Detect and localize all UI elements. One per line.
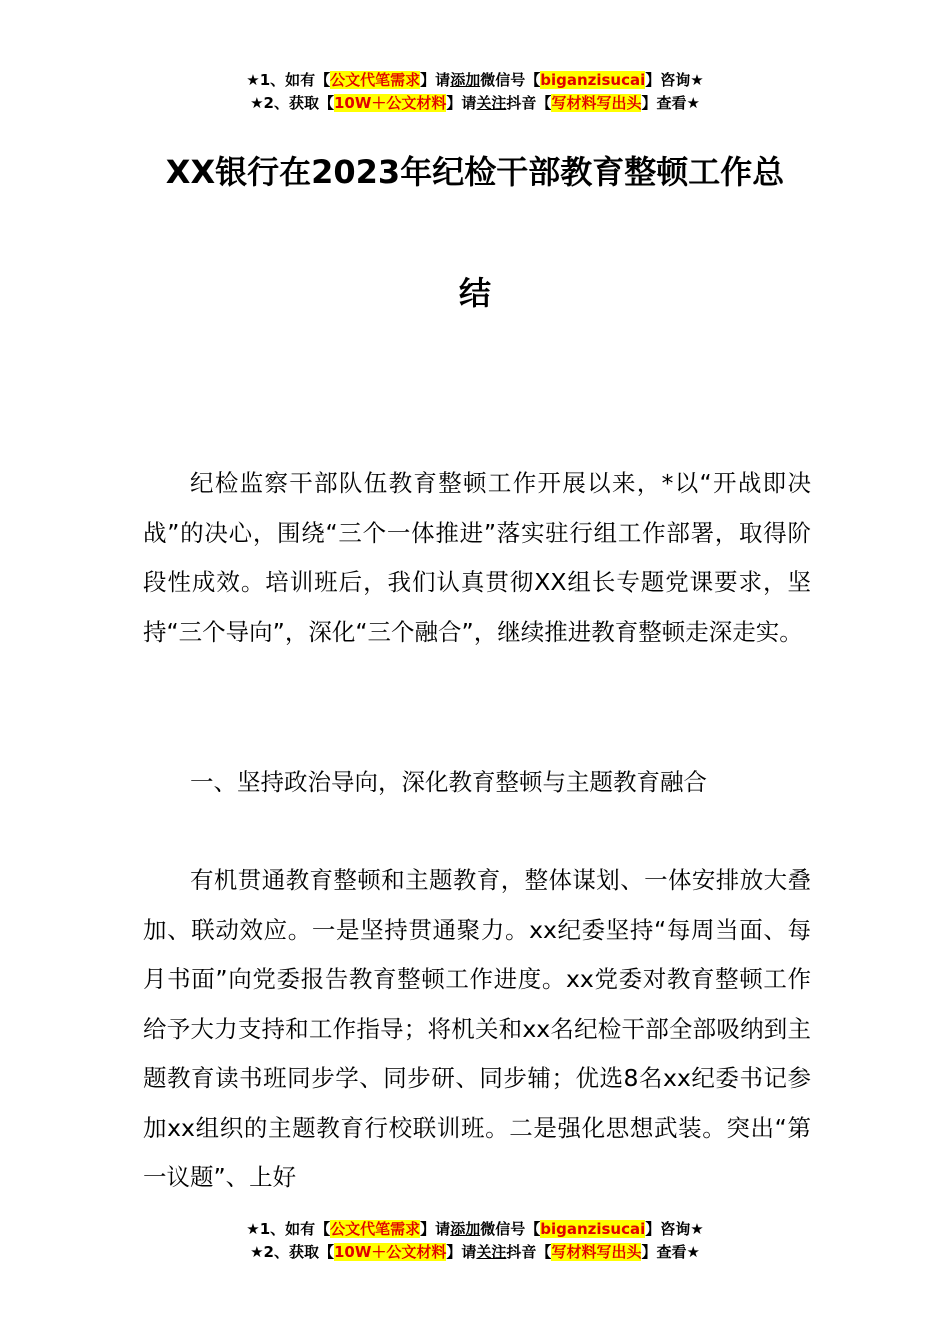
section-heading: 一、坚持政治导向，深化教育整顿与主题教育融合 [190,768,707,796]
promo-text: ★1、如有【 [246,71,331,89]
promo-text: 】请 [420,1220,451,1238]
promo-text: 】查看★ [641,94,700,112]
promo-highlight: 公文代笔需求 [330,71,421,89]
promo-text: ★1、如有【 [246,1220,331,1238]
promo-line-1 [0,69,950,92]
promo-text: ★2、获取【 [250,94,334,112]
promo-emphasis: 添加 [450,71,481,89]
promo-emphasis: 添加 [450,1220,481,1238]
promo-text: 微信号【 [480,1220,541,1238]
promo-text: 】请 [446,94,477,112]
promo-highlight: 公文代笔需求 [330,1220,421,1238]
promo-banner-bottom [0,1218,950,1264]
promo-highlight: 写材料写出头 [551,94,642,112]
promo-line-1 [0,1218,950,1241]
promo-emphasis: 关注 [476,1243,507,1261]
promo-text: 抖音【 [506,1243,552,1261]
document-title: XX银行在2023年纪检干部教育整顿工作总 [165,153,785,191]
promo-highlight: biganzisucai [540,1220,646,1238]
promo-highlight: 10W＋公文材料 [333,1243,447,1261]
promo-line-2 [0,92,950,115]
promo-text: 】请 [446,1243,477,1261]
promo-highlight: 10W＋公文材料 [333,94,447,112]
promo-text: 】请 [420,71,451,89]
promo-banner-top [0,69,950,115]
promo-text: 】咨询★ [645,1220,704,1238]
promo-text: 】咨询★ [645,71,704,89]
promo-text: ★2、获取【 [250,1243,334,1261]
intro-paragraph: 纪检监察干部队伍教育整顿工作开展以来，*以“开战即决战”的决心，围绕“三个一体推进”落实驻行组工作部署，取得阶段性成效。培训班后，我们认真贯彻XX组长专题党课要求，坚持“三个导向”，深化“三个融合”，继续推进教育整顿走深走实。 [143,469,811,646]
document-title-continued: 结 [458,274,491,312]
promo-highlight: 写材料写出头 [551,1243,642,1261]
promo-text: 抖音【 [506,94,552,112]
promo-line-2 [0,1241,950,1264]
promo-text: 微信号【 [480,71,541,89]
promo-emphasis: 关注 [476,94,507,112]
promo-highlight: biganzisucai [540,71,646,89]
body-paragraph: 有机贯通教育整顿和主题教育，整体谋划、一体安排放大叠加、联动效应。一是坚持贯通聚力。xx纪委坚持“每周当面、每月书面”向党委报告教育整顿工作进度。xx党委对教育整顿工作给予大力支持和工作指导；将机关和xx名纪检干部全部吸纳到主题教育读书班同步学、同步研、同步辅；优选8名xx纪委书记参加xx组织的主题教育行校联训班。二是强化思想武装。突出“第一议题”、上好 [143,866,811,1191]
promo-text: 】查看★ [641,1243,700,1261]
